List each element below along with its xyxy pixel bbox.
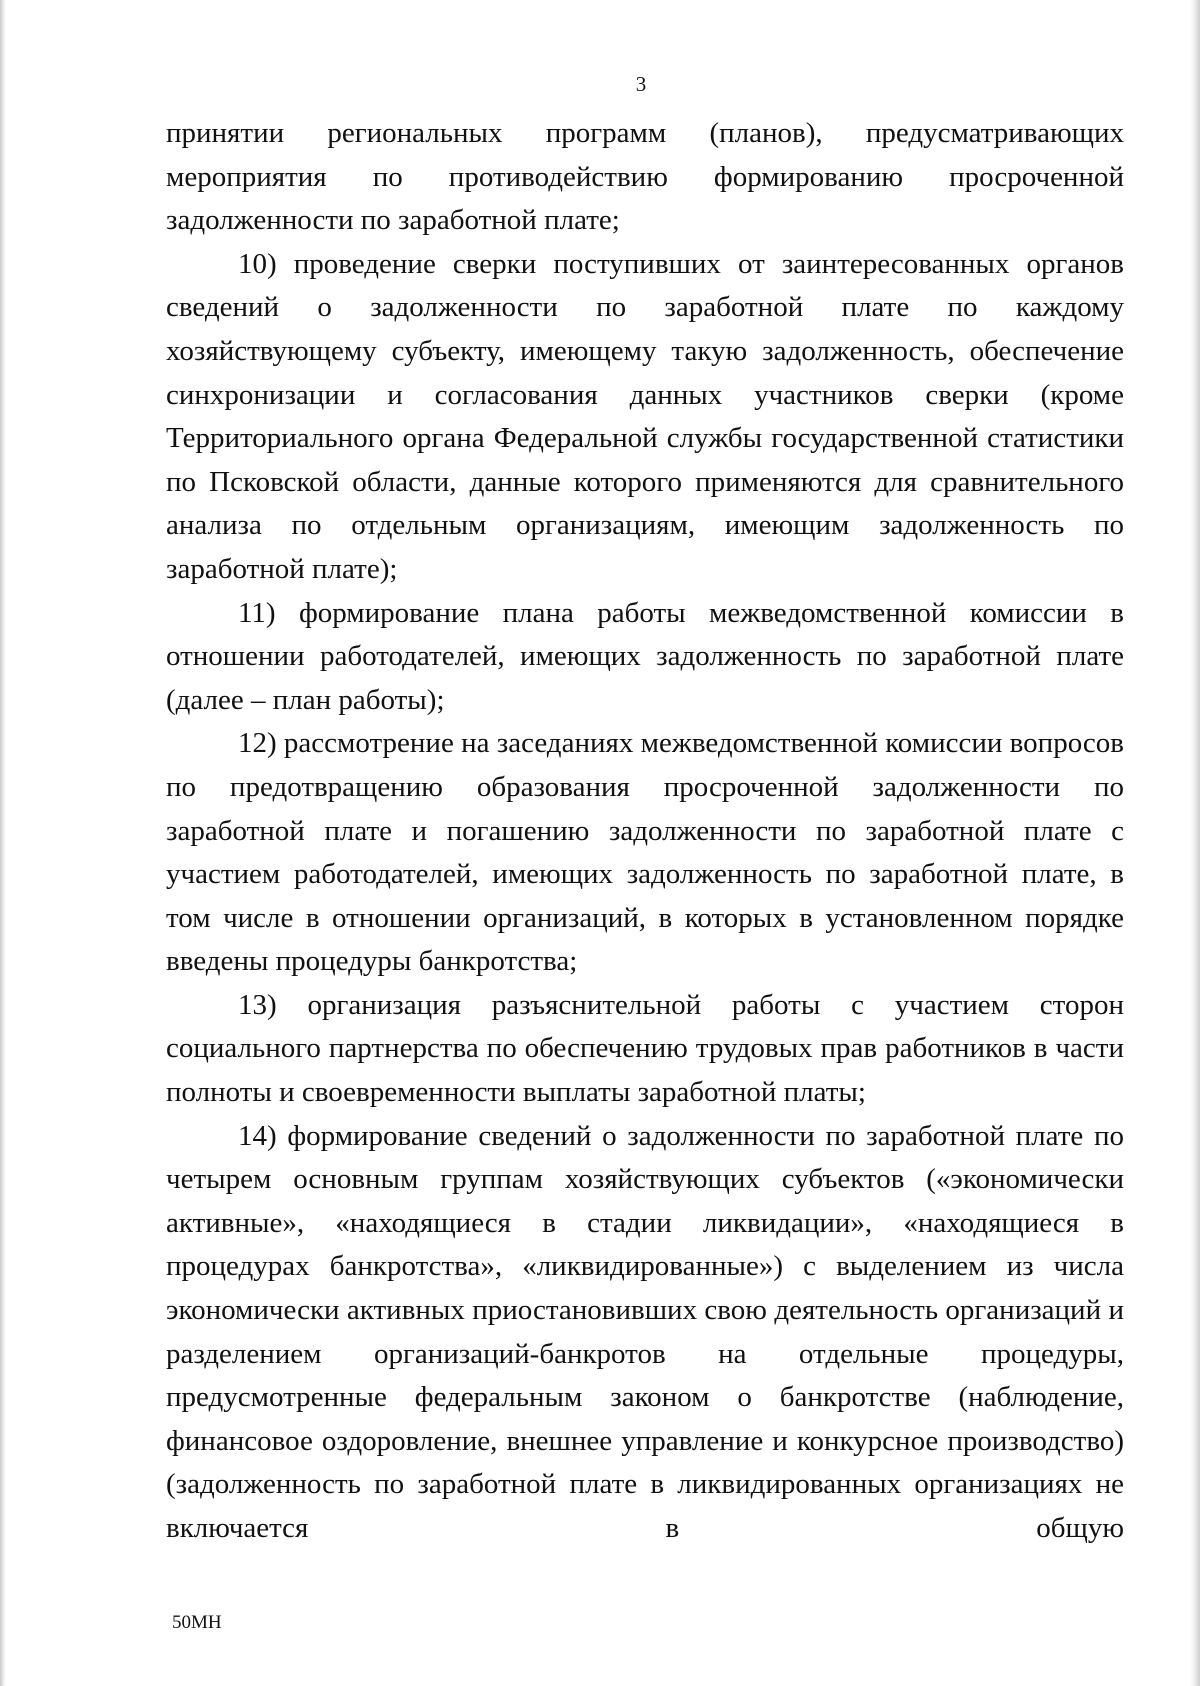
paragraph-item-13: 13) организация разъяснительной работы с участием сторон социального партнерства по обеспечению трудовых прав работников в части полноты и своевременности выплаты заработной платы; <box>166 988 1124 1109</box>
scan-edge-left <box>0 0 6 1686</box>
page-number: 3 <box>635 72 647 96</box>
paragraph-item-10: 10) проведение сверки поступивших от заинтересованных органов сведений о задолженности по заработной плате по каждому хозяйствующему субъекту, имеющему такую задолженность, обеспечение синхронизации и согласования данных участников сверки (кроме Территориального органа Федеральной службы государственной статистики по Псковской области, данные которого применяются для сравнительного анализа по отдельным организациям, имеющим задолженность по заработной плате); <box>166 247 1124 585</box>
paragraph-item-14: 14) формирование сведений о задолженности по заработной плате по четырем основным группам хозяйствующих субъектов («экономически активные», «находящиеся в стадии ликвидации», «находящиеся в процедурах банкротства», «ликвидированные») с выделением из числа экономически активных приостановивших свою деятельность организаций и разделением организаций-банкротов на отдельные процедуры, предусмотренные федеральным законом о банкротстве (наблюдение, финансовое оздоровление, внешнее управление и конкурсное производство) (задолженность по заработной плате в ликвидированных организациях не включается в общую <box>166 1119 1124 1544</box>
scan-edge-right <box>1190 0 1200 1686</box>
document-body <box>166 112 1124 1551</box>
paragraph-continuation: принятии региональных программ (планов), предусматривающих мероприятия по противодействию формированию просроченной задолженности по заработной плате; <box>166 117 1124 237</box>
paragraph-item-11: 11) формирование плана работы межведомственной комиссии в отношении работодателей, имеющих задолженность по заработной плате (далее – план работы); <box>166 596 1124 716</box>
footer-document-code: 50МН <box>172 1612 222 1633</box>
paragraph-item-12: 12) рассмотрение на заседаниях межведомственной комиссии вопросов по предотвращению образования просроченной задолженности по заработной плате и погашению задолженности по заработной плате с участием работодателей, имеющих задолженность по заработной плате, в том числе в отношении организаций, в которых в установленном порядке введены процедуры банкротства; <box>166 727 1124 978</box>
